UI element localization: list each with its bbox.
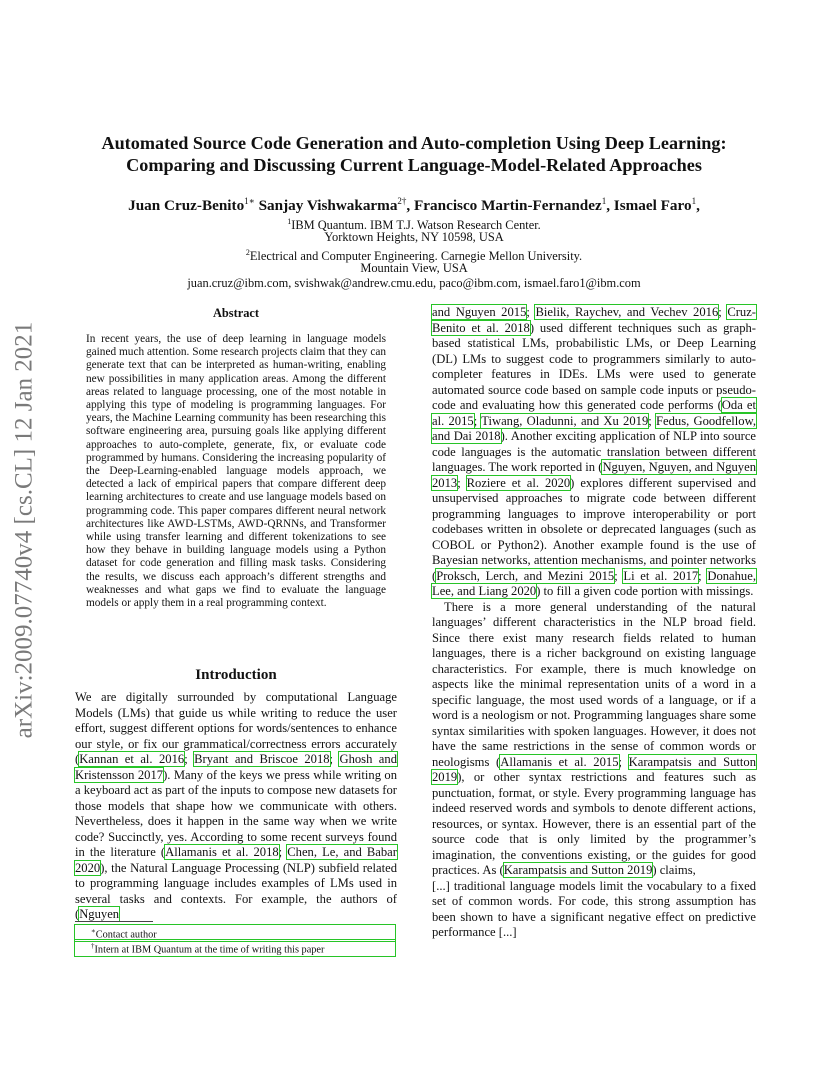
right-text-4: ) to fill a given code portion with missings. xyxy=(536,584,754,598)
right-paragraph-2 xyxy=(432,600,756,879)
abstract-heading: Abstract xyxy=(212,306,260,320)
author-emails: juan.cruz@ibm.com, svishwak@andrew.cmu.edu, paco@ibm.com, ismael.faro1@ibm.com xyxy=(187,276,641,290)
affiliation-1-line-2: Yorktown Heights, NY 10598, USA xyxy=(324,229,504,244)
affiliation-2-text: Electrical and Computer Engineering. Carnegie Mellon University. xyxy=(249,249,583,264)
footnote-2-marker: † xyxy=(91,942,95,950)
author-4-marker: 1 xyxy=(691,196,697,206)
introduction-heading: Introduction xyxy=(195,667,277,683)
right-text-6: ), or other syntax restrictions and features such as punctuation, format, or style. Every programming language has indeed reserved words and symbols to denote different actions, resources, or syntax. However, there is an essential part of the source code that is only limited by the programmer’s imagination, the conventions existing, or the guides for good practices. As ( xyxy=(432,770,756,877)
footnote-rule xyxy=(75,921,153,922)
citation-link[interactable]: Cruz-Benito et al. 2018 xyxy=(432,305,757,335)
author-3: Francisco Martin-Fernandez xyxy=(414,197,602,215)
citation-link[interactable]: Proksch, Lerch, and Mezini 2015 xyxy=(436,568,615,583)
citation-link[interactable]: Karampatsis and Sutton 2019 xyxy=(503,863,653,877)
citation-link[interactable]: Bryant and Briscoe 2018 xyxy=(194,752,330,766)
citation-separator: ; xyxy=(329,752,340,766)
citation-link[interactable]: Ghosh and Kristensson 2017 xyxy=(75,752,397,782)
introduction-paragraph xyxy=(75,690,397,923)
citation-separator: ; xyxy=(278,845,288,859)
citation-link[interactable]: Karampatsis and Sutton 2019 xyxy=(432,754,757,784)
citation-separator: ; xyxy=(457,475,467,490)
author-1: Juan Cruz-Benito xyxy=(128,197,245,215)
affiliation-1-marker: 1 xyxy=(287,217,292,226)
citation-link[interactable]: Tiwang, Oladunni, and Xu 2019 xyxy=(481,413,649,428)
intro-text-c: ), the Natural Language Processing (NLP) subfield related to programming language includes examples of LMs used in several tasks and contexts. For example, the authors of ( xyxy=(75,860,397,921)
right-text-5: There is a more general understanding of the natural languages’ different characteristics in the NLP broad field. Since there exist many research fields related to human languages, there is a richer background on existing language characteristics. For example, there is much knowledge on aspects like the minimal representation units of a word in a specific language, the most used words of a language, or if a word is a neologism or not. Programming languages share some syntax similarities with spoken languages. However, it does not have the same restrictions in the sense of common words or neologisms ( xyxy=(432,599,756,769)
citation-link[interactable]: and Nguyen 2015 xyxy=(432,305,527,319)
arxiv-stamp xyxy=(2,300,46,760)
right-paragraph-1 xyxy=(432,305,756,600)
author-2: Sanjay Vishwakarma xyxy=(258,197,398,215)
footnote-1[interactable] xyxy=(75,925,395,941)
citation-link[interactable]: Allamanis et al. 2018 xyxy=(165,845,279,859)
author-4: Ismael Faro xyxy=(613,197,692,215)
citation-separator: ; xyxy=(473,413,482,428)
citation-link[interactable]: Nguyen, Nguyen, and Nguyen 2013 xyxy=(432,460,756,490)
citation-link[interactable]: Fedus, Goodfellow, and Dai 2018 xyxy=(432,413,757,443)
citation-separator: ; xyxy=(718,305,728,319)
citation-separator: ; xyxy=(614,568,624,583)
citation-link[interactable]: Oda et al. 2015 xyxy=(432,398,757,428)
citation-link[interactable]: Donahue, Lee, and Liang 2020 xyxy=(432,568,756,598)
intro-text-b: ). Many of the keys we press while writing on a keyboard act as part of the inputs to compose new datasets for those models that shape how we communicate with others. Nevertheless, does it happen in the same way when we write code? Succinctly, yes. According to some recent surveys found in the literature ( xyxy=(75,767,397,859)
citation-link[interactable]: Kannan et al. 2016 xyxy=(79,752,185,766)
intro-text-a: We are digitally surrounded by computational Language Models (LMs) that guide us while writing to reduce the user effort, suggest different options for words/sentences to enhance our style, or fix our grammatical/correctness errors accurately ( xyxy=(75,690,397,766)
title-line-2: Comparing and Discussing Current Language-Model-Related Approaches xyxy=(126,155,702,175)
citation-link[interactable]: Nguyen xyxy=(79,907,120,921)
author-1-marker: 1∗ xyxy=(244,196,255,206)
right-column xyxy=(432,305,756,941)
affiliation-1-text: IBM Quantum. IBM T.J. Watson Research Center. xyxy=(291,218,541,233)
author-list: Juan Cruz-Benito$^{1∗}$ Sanjay Vishwakarma$^{2\dagger}$, Francisco Martin-Fernandez$^1$, Ismael Faro$^1$, xyxy=(128,196,700,215)
paper-title xyxy=(60,132,768,176)
citation-separator: ; xyxy=(526,305,536,319)
citation-link[interactable]: Li et al. 2017 xyxy=(623,568,699,583)
author-3-marker: 1 xyxy=(601,196,607,206)
citation-link[interactable]: Allamanis et al. 2015 xyxy=(500,754,619,769)
title-line-1: Automated Source Code Generation and Auto-completion Using Deep Learning: xyxy=(101,133,727,153)
citation-separator: ; xyxy=(648,413,657,428)
affiliation-2-marker: 2 xyxy=(245,248,250,257)
affiliation-2-line-2: Mountain View, USA xyxy=(360,260,468,275)
citation-link[interactable]: Bielik, Raychev, and Vechev 2016 xyxy=(535,305,719,319)
citation-link[interactable]: Roziere et al. 2020 xyxy=(466,475,571,490)
abstract-text: In recent years, the use of deep learning in language models gained much attention. Some research projects claim that they can generate text that can be interpreted as human-writing, enabling new possibilities in many application areas. Among the different areas related to language processing, one of the most notable in applying this type of modeling is programming languages. For years, the Machine Learning community has been researching this software engineering area, pursuing goals like applying different approaches to auto-complete, generate, fix, or evaluate code programmed by humans. Considering the increasing popularity of the Deep-Learning-enabled language models approach, we detected a lack of empirical papers that compare different deep learning architectures to create and use language models based on programming code. This paper compares different neural network architectures like AWD-LSTMs, AWD-QRNNs, and Transformer while using transfer learning and different tokenizations to see how they behave in building language models using a Python dataset for code generation and filling mask tasks. Considering the results, we discuss each approach’s different strengths and weaknesses and what gaps we find to evaluate the language models or apply them in a real programming context. xyxy=(86,333,386,610)
footnote-1-marker: ∗ xyxy=(91,927,96,935)
right-text-3: ) explores different supervised and unsupervised approaches to migrate code between different programming languages to improve interoperability or port codebases written in obsolete or deprecated languages (such as COBOL or Python2). Another example found is the use of Bayesian networks, attention mechanisms, and pointer networks ( xyxy=(432,475,756,583)
block-quote: [...] traditional language models limit the vocabulary to a fixed set of common words. For code, this strong assumption has been shown to have a significant negative effect on predictive performance [...] xyxy=(432,878,756,939)
arxiv-id: arXiv:2009.07740v4 [cs.CL] 12 Jan 2021 xyxy=(10,321,37,739)
right-text-7: ) claims, xyxy=(652,863,696,877)
right-text-2: ). Another exciting application of NLP into source code languages is the automatic translation between different languages. The work reported in ( xyxy=(432,429,756,474)
author-2-marker: 2† xyxy=(397,196,407,206)
footnote-1-text: Contact author xyxy=(95,929,157,941)
footnote-2[interactable] xyxy=(75,940,395,956)
citation-separator: ; xyxy=(618,754,629,769)
citation-separator: ; xyxy=(698,568,708,583)
citation-link[interactable]: Chen, Le, and Babar 2020 xyxy=(75,845,397,875)
right-text-1: ) used different techniques such as graph-based statistical LMs, probabilistic LMs, or Deep Learning (DL) LMs to suggest code to programmers similarly to auto-completer features in IDEs. LMs were used to generate automated source code based on sample code inputs or pseudo-code and evaluating how this generated code performs ( xyxy=(432,320,756,412)
footnote-2-text: Intern at IBM Quantum at the time of writing this paper xyxy=(94,944,325,956)
citation-separator: ; xyxy=(184,752,195,766)
